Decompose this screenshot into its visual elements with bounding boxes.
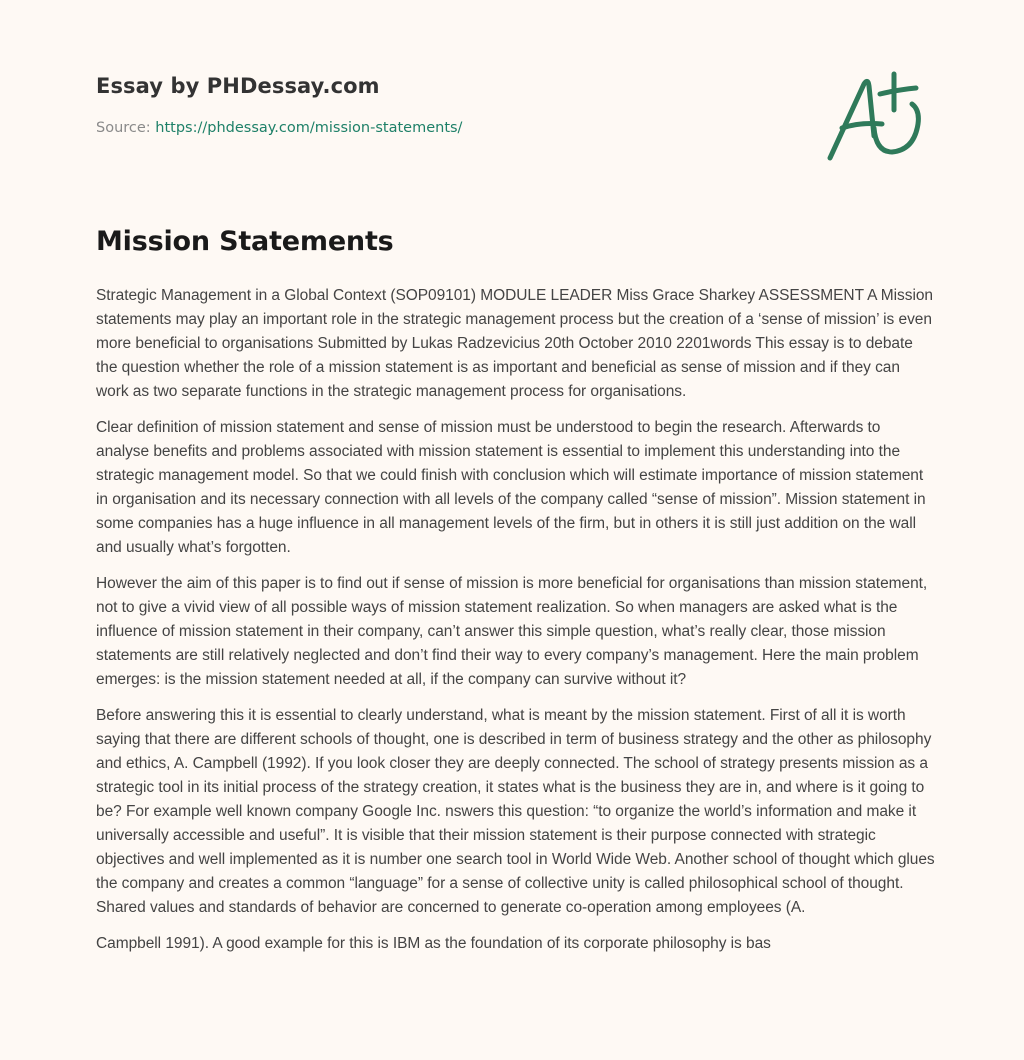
paragraph: Campbell 1991). A good example for this is IBM as the foundation of its corporate philosophy is bas [96, 935, 771, 952]
source-label: Source: [96, 120, 156, 136]
source-line [96, 120, 796, 136]
paragraph: Clear definition of mission statement and sense of mission must be understood to begin the research. Afterwards to analyse benefits and problems associated with mission statement is essential to implement this understanding into the strategic management model. So that we could finish with conclusion which will estimate importance of mission statement in organisation and its necessary connection with all levels of the company called “sense of mission”. Mission statement in some companies has a huge influence in all management levels of the firm, but in others it is still just addition on the wall and usually what’s forgotten. [96, 419, 926, 556]
source-link[interactable]: https://phdessay.com/mission-statements/ [155, 120, 463, 136]
paragraph: Strategic Management in a Global Context (SOP09101) MODULE LEADER Miss Grace Sharkey ASSESSMENT A Mission statements may play an important role in the strategic management process but the creation of a ‘sense of mission’ is even more beneficial to organisations Submitted by Lukas Radzevicius 20th October 2010 2201words This essay is to debate the question whether the role of a mission statement is as important and beneficial as sense of mission and if they can work as two separate functions in the strategic management process for organisations. [96, 287, 933, 400]
site-header [96, 74, 796, 136]
article-body [96, 284, 936, 968]
paragraph: However the aim of this paper is to find out if sense of mission is more beneficial for organisations than mission statement, not to give a vivid view of all possible ways of mission statement realization. So when managers are asked what is the influence of mission statement in their company, can’t answer this simple question, what’s really clear, those mission statements are still relatively neglected and don’t find their way to every company’s management. Here the main problem emerges: is the mission statement needed at all, if the company can survive without it? [96, 575, 928, 688]
a-plus-grade-icon [822, 66, 932, 166]
site-brand: Essay by PHDessay.com [96, 74, 380, 98]
paragraph: Before answering this it is essential to clearly understand, what is meant by the mission statement. First of all it is worth saying that there are different schools of thought, one is described in term of business strategy and the other as philosophy and ethics, A. Campbell (1992). If you look closer they are deeply connected. The school of strategy presents mission as a strategic tool in its initial process of the strategy creation, it states what is the business they are in, and where is it going to be? For example well known company Google Inc. nswers this question: “to organize the world’s information and make it universally accessible and useful”. It is visible that their mission statement is their purpose connected with strategic objectives and well implemented as it is number one search tool in World Wide Web. Another school of thought which glues the company and creates a common “language” for a sense of collective unity is called philosophical school of thought. Shared values and standards of behavior are concerned to generate co-operation among employees (A. [96, 707, 935, 916]
page-title: Mission Statements [96, 226, 394, 257]
